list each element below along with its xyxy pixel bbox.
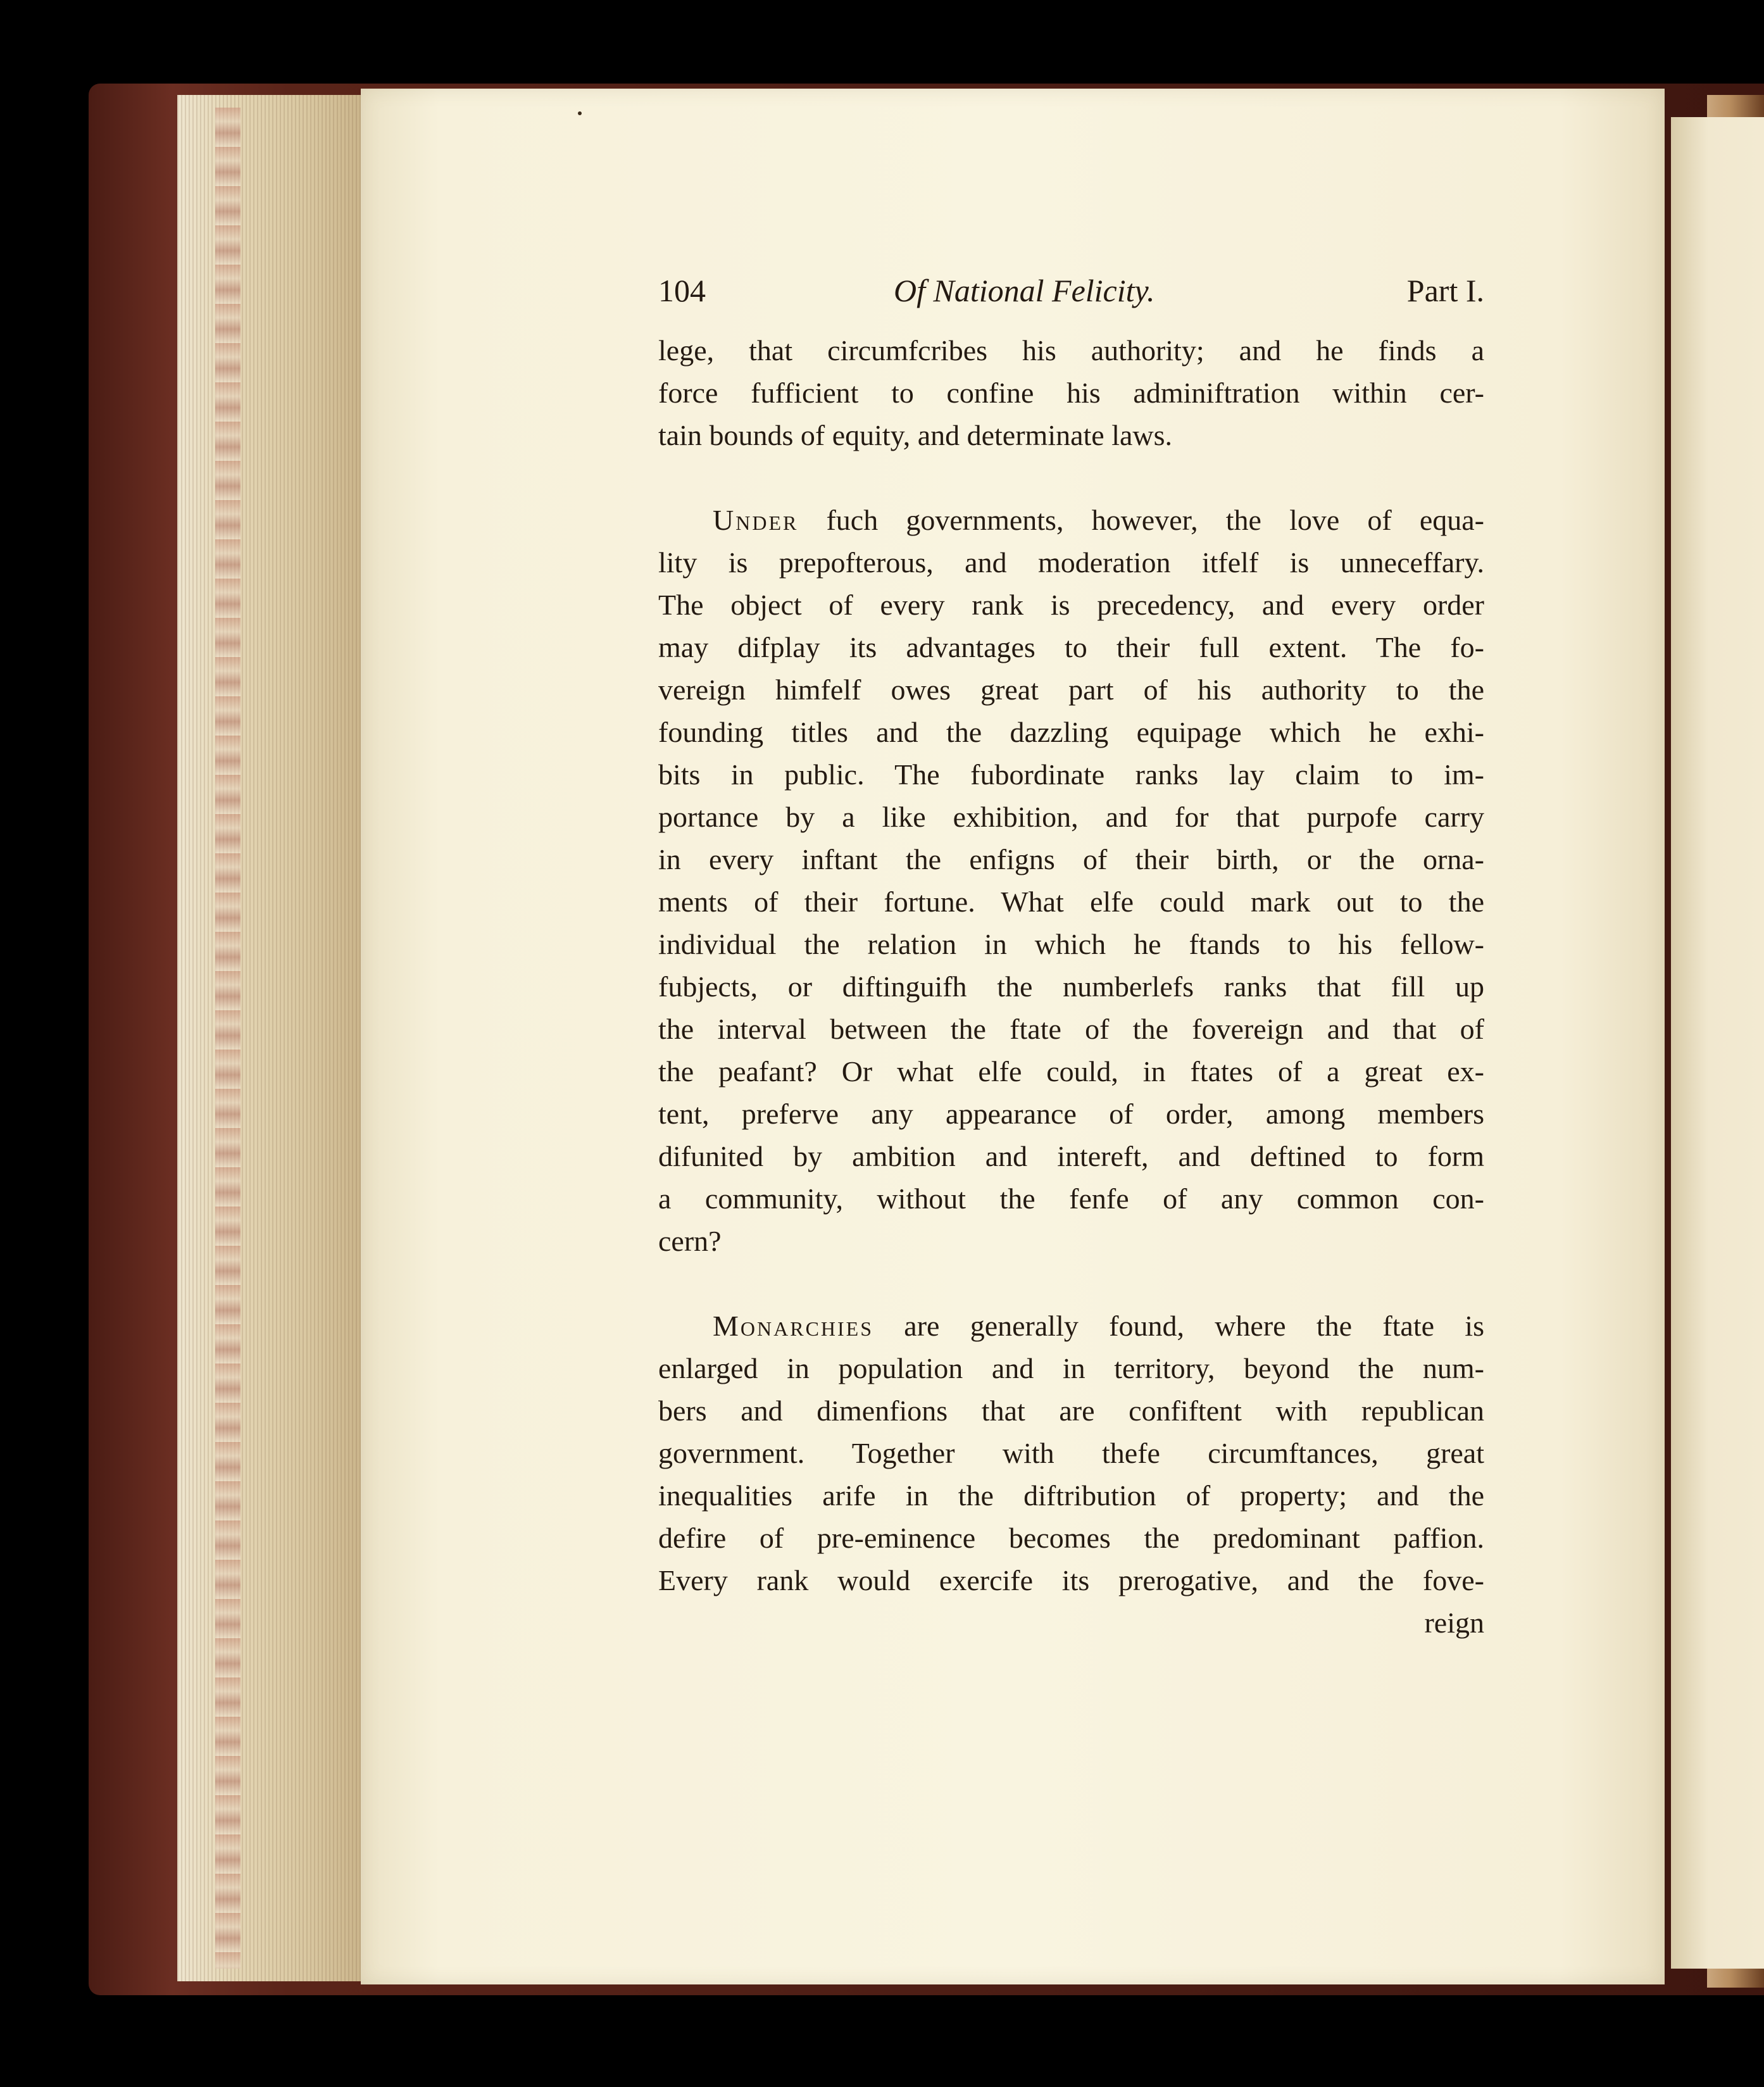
text-line: may difplay its advantages to their full extent. The fo- [658, 631, 1484, 663]
text-line: founding titles and the dazzling equipage which he exhi- [658, 716, 1484, 748]
lead-word: Monarchies [713, 1310, 874, 1342]
text-line: government. Together with thefe circumftances, great [658, 1437, 1484, 1469]
text-line: the interval between the ftate of the fovereign and that of [658, 1013, 1484, 1045]
text-line: cern? [658, 1225, 722, 1257]
text-line: force fufficient to confine his adminiftration within cer- [658, 377, 1484, 409]
page-leaves-edge [177, 95, 367, 1981]
text-line [658, 1305, 1484, 1347]
text-line: inequalities arife in the diftribution of property; and the [658, 1479, 1484, 1512]
part-label: Part I. [1406, 273, 1484, 308]
text-line: fubjects, or diftinguifh the numberlefs ranks that fill up [658, 970, 1484, 1003]
lead-word: Under [713, 504, 799, 536]
text-line: tent, preferve any appearance of order, among members [658, 1098, 1484, 1130]
facing-page-edge [1671, 117, 1764, 1969]
text-line: in every inftant the enfigns of their birth, or the orna- [658, 843, 1484, 875]
text-line: enlarged in population and in territory, beyond the num- [658, 1352, 1484, 1384]
page-number: 104 [658, 273, 706, 308]
text-line: lity is prepofterous, and moderation itfelf is unneceffary. [658, 546, 1484, 579]
catchword: reign [1424, 1607, 1484, 1639]
ink-speck [578, 111, 582, 115]
text-line: Every rank would exercife its prerogative, and the fove- [658, 1564, 1484, 1596]
text-line: the peafant? Or what elfe could, in ftates of a great ex- [658, 1055, 1484, 1087]
text-line: lege, that circumfcribes his authority; and he finds a [658, 334, 1484, 367]
text-line: difunited by ambition and intereft, and deftined to form [658, 1140, 1484, 1172]
text-line: bers and dimenfions that are confiftent with republican [658, 1394, 1484, 1427]
paragraph-gap [658, 456, 1484, 499]
running-title: Of National Felicity. [894, 273, 1155, 308]
text-line: ments of their fortune. What elfe could mark out to the [658, 886, 1484, 918]
line-text: fuch governments, however, the love of equa- [798, 504, 1484, 536]
text-line: tain bounds of equity, and determinate laws. [658, 419, 1173, 451]
body-text [658, 329, 1484, 1644]
text-line: The object of every rank is precedency, and every order [658, 589, 1484, 621]
paragraph-gap [658, 1262, 1484, 1305]
text-line [658, 499, 1484, 541]
text-line: a community, without the fenfe of any common con- [658, 1182, 1484, 1215]
line-text: are generally found, where the ftate is [873, 1310, 1484, 1342]
text-line: defire of pre-eminence becomes the predominant paffion. [658, 1522, 1484, 1554]
text-line: vereign himfelf owes great part of his authority to the [658, 674, 1484, 706]
marbled-edge [215, 108, 241, 1969]
text-line: bits in public. The fubordinate ranks lay claim to im- [658, 758, 1484, 791]
text-line: portance by a like exhibition, and for that purpofe carry [658, 801, 1484, 833]
running-head [658, 272, 1484, 316]
text-line: individual the relation in which he ftands to his fellow- [658, 928, 1484, 960]
